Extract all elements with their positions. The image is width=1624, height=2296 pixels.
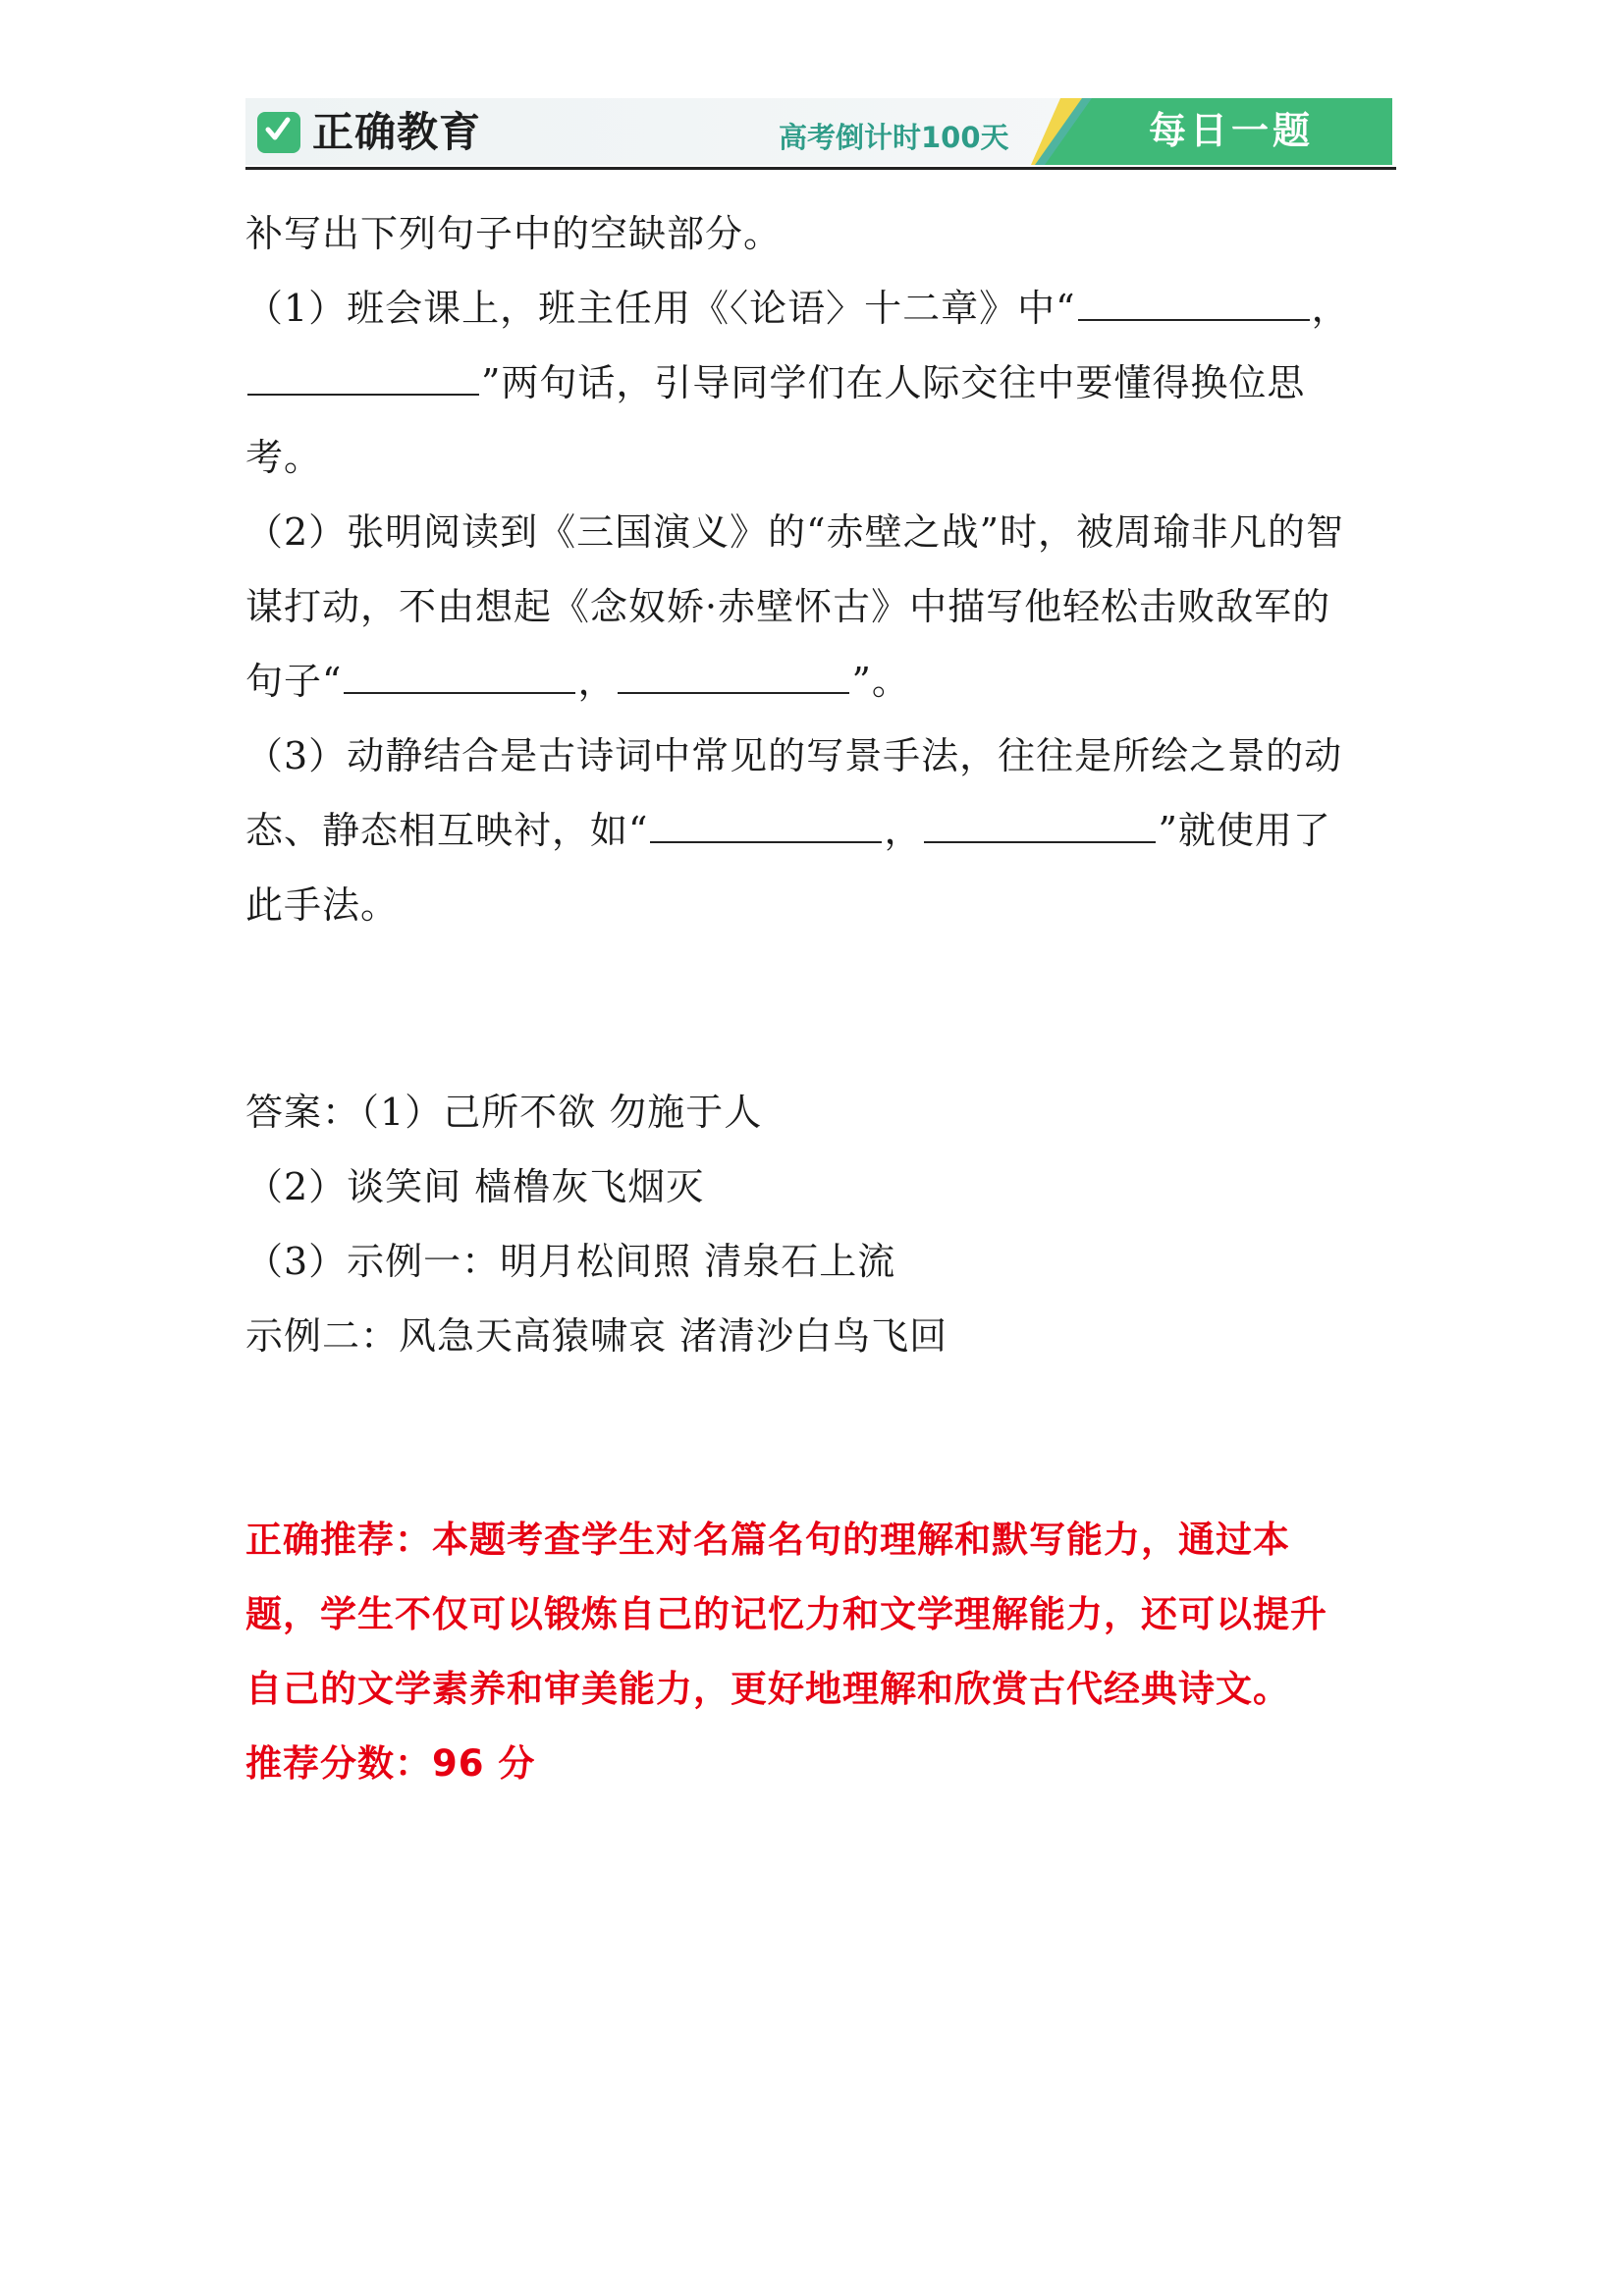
- daily-question-label: 每日一题: [1149, 109, 1315, 152]
- q3-line-2: 态、静态相互映衬，如“ ， ”就使用了: [245, 809, 1331, 852]
- answer-section: [245, 1075, 1394, 1373]
- q2-line-1: （2）张明阅读到《三国演义》的“赤壁之战”时，被周瑜非凡的智: [245, 510, 1345, 554]
- spacer: [245, 942, 1394, 1075]
- document-body: [245, 196, 1394, 1801]
- countdown-text: 高考倒计时100天: [779, 121, 1009, 154]
- q1-line-2: ”两句话，引导同学们在人际交往中要懂得换位思: [245, 346, 1394, 420]
- answer-blank: [1078, 290, 1310, 321]
- recommendation-line-1: 正确推荐：本题考查学生对名篇名句的理解和默写能力，通过本: [245, 1519, 1290, 1561]
- recommendation-score: 推荐分数：96 分: [245, 1742, 536, 1785]
- instruction: 补写出下列句子中的空缺部分。: [245, 212, 783, 255]
- recommendation-line-3: 自己的文学素养和审美能力，更好地理解和欣赏古代经典诗文。: [245, 1668, 1290, 1710]
- answer-line-2: （2）谈笑间 樯橹灰飞烟灭: [245, 1165, 705, 1208]
- q2-line-3: 句子“ ， ”。: [245, 660, 910, 703]
- checkmark-logo-icon: [257, 112, 300, 153]
- q3-line-3: 此手法。: [245, 883, 400, 927]
- answer-blank: [247, 364, 479, 396]
- recommendation-line-2: 题，学生不仅可以锻炼自己的记忆力和文学理解能力，还可以提升: [245, 1593, 1327, 1635]
- daily-question-tab: [1031, 98, 1392, 165]
- header-divider: [245, 167, 1396, 170]
- answer-blank: [618, 663, 849, 694]
- answer-blank: [344, 663, 575, 694]
- recommendation-section: [245, 1503, 1394, 1801]
- answer-line-3: （3）示例一：明月松间照 清泉石上流: [245, 1240, 896, 1283]
- answer-line-1: 答案：（1）己所不欲 勿施于人: [245, 1091, 763, 1134]
- header-banner: [245, 98, 1392, 169]
- answer-line-4: 示例二：风急天高猿啸哀 渚清沙白鸟飞回: [245, 1314, 948, 1358]
- q3-line-1: （3）动静结合是古诗词中常见的写景手法，往往是所绘之景的动: [245, 734, 1343, 777]
- answer-blank: [924, 812, 1156, 843]
- q1-line-1: （1）班会课上，班主任用《〈论语〉十二章》中“ ，: [245, 287, 1350, 330]
- answer-blank: [650, 812, 882, 843]
- brand-name: 正确教育: [312, 108, 482, 156]
- spacer: [245, 1373, 1394, 1503]
- q1-line-3: 考。: [245, 436, 323, 479]
- q2-line-2: 谋打动，不由想起《念奴娇·赤壁怀古》中描写他轻松击败敌军的: [245, 585, 1331, 628]
